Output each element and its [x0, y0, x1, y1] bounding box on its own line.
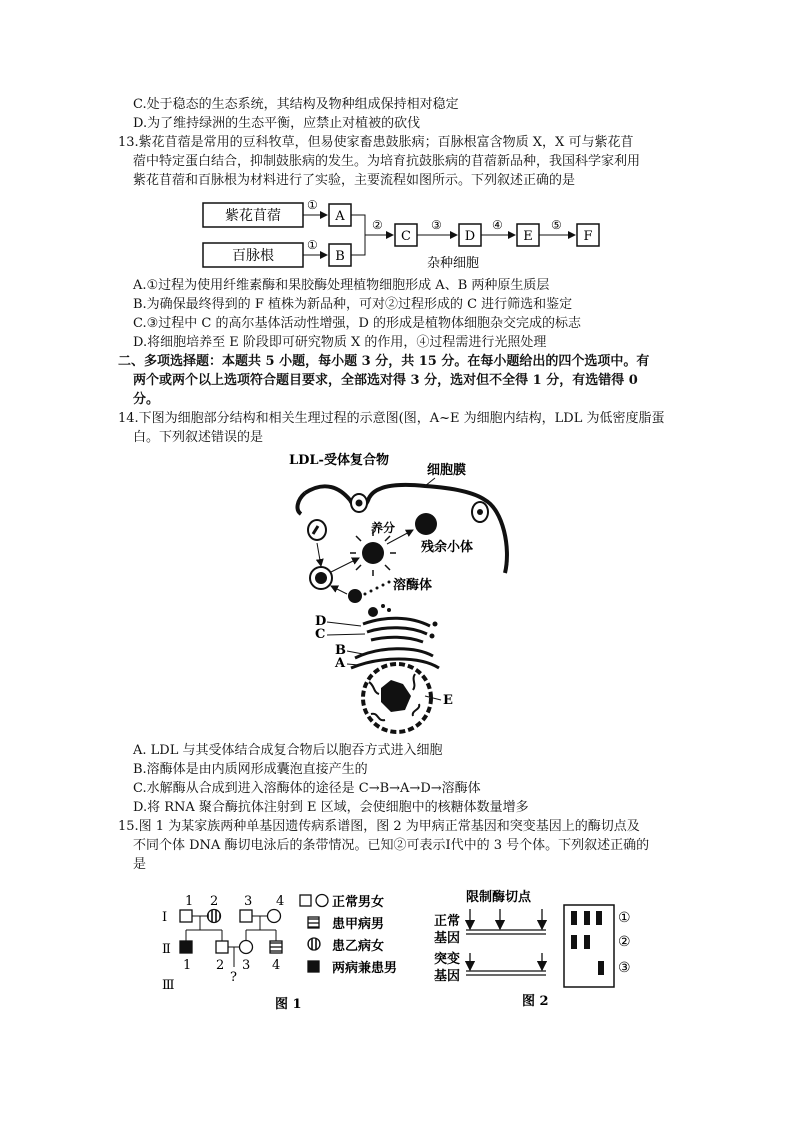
q15-restriction-figure	[430, 885, 650, 1015]
svg-text:①: ①	[307, 198, 318, 212]
svg-text:患乙病女: 患乙病女	[332, 939, 385, 954]
box-b	[329, 244, 351, 266]
mutant-gene-line	[466, 953, 546, 975]
section2-heading-line2: 两个或两个以上选项符合题目要求，全部选对得 3 分，选对但不全得 1 分，有选错得 0	[133, 373, 638, 388]
q15-stem-line3: 是	[133, 857, 147, 872]
svg-text:F: F	[583, 229, 593, 244]
figure2-caption: 图 2	[522, 994, 549, 1009]
svg-text:3: 3	[244, 894, 253, 909]
pedigree-legend	[300, 894, 397, 976]
q13-stem-line3: 紫花苜蓿和百脉根为材料进行了实验，主要流程如图所示。下列叙述正确的是	[133, 173, 576, 188]
box-d	[459, 224, 481, 246]
svg-text:患甲病男: 患甲病男	[332, 917, 385, 932]
svg-text:Ⅰ: Ⅰ	[162, 910, 168, 925]
q14-stem-line1: 14.下图为细胞部分结构和相关生理过程的示意图(图，A~E 为细胞内结构，LDL 为低密度脂蛋	[118, 411, 665, 426]
svg-text:?: ?	[230, 970, 237, 985]
q13-stem-line1: 13.紫花苜蓿是常用的豆科牧草，但易使家畜患鼓胀病；百脉根富含物质 X，X 可与紫花苜	[118, 135, 634, 150]
svg-text:4: 4	[276, 894, 285, 909]
svg-text:基因: 基因	[434, 969, 461, 984]
svg-text:4: 4	[272, 958, 281, 973]
box-e	[517, 224, 539, 246]
svg-text:2: 2	[216, 958, 225, 973]
hybrid-cell-label: 杂种细胞	[427, 256, 480, 271]
svg-text:②: ②	[372, 218, 383, 232]
svg-text:B: B	[335, 249, 345, 264]
svg-text:两病兼患男: 两病兼患男	[332, 961, 398, 976]
svg-text:E: E	[523, 229, 533, 244]
section2-heading-line1: 二、多项选择题：本题共 5 小题，每小题 3 分，共 15 分。在每小题给出的四个选项中。有	[118, 354, 650, 369]
svg-text:③: ③	[618, 960, 631, 976]
svg-text:②: ②	[618, 934, 631, 950]
label-d: D	[315, 614, 327, 629]
svg-text:A: A	[335, 209, 345, 224]
q13-stem-line2: 蓿中特定蛋白结合，抑制鼓胀病的发生。为培育抗鼓胀病的苜蓿新品种，我国科学家利用	[133, 154, 641, 169]
q13-option-b: B.为确保最终得到的 F 植株为新品种，可对②过程形成的 C 进行筛选和鉴定	[133, 297, 573, 312]
source-box-lotus	[203, 243, 303, 267]
label-e: E	[443, 693, 453, 708]
svg-text:Ⅱ: Ⅱ	[162, 942, 171, 957]
nutrient-label: 养分	[371, 521, 396, 535]
svg-text:Ⅲ: Ⅲ	[162, 978, 175, 993]
svg-text:基因: 基因	[434, 931, 461, 946]
svg-text:D: D	[464, 229, 476, 244]
box-a	[329, 204, 351, 226]
q15-stem-line2: 不同个体 DNA 酶切电泳后的条带情况。已知②可表示Ⅰ代中的 3 号个体。下列叙述正确的	[133, 838, 650, 853]
ldl-complex-label: LDL-受体复合物	[289, 453, 389, 468]
svg-text:1: 1	[185, 894, 194, 909]
gel-electrophoresis	[564, 905, 614, 987]
svg-text:1: 1	[183, 958, 192, 973]
svg-text:④: ④	[492, 218, 503, 232]
q14-option-a: A. LDL 与其受体结合成复合物后以胞吞方式进入细胞	[133, 743, 443, 758]
svg-text:正常男女: 正常男女	[332, 895, 385, 910]
q12-option-d: D.为了维持绿洲的生态平衡，应禁止对植被的砍伐	[133, 116, 421, 131]
svg-text:紫花苜蓿: 紫花苜蓿	[225, 208, 281, 224]
q13-flow-diagram	[195, 195, 615, 275]
q15-pedigree-figure	[150, 885, 420, 1015]
svg-text:①: ①	[618, 910, 631, 926]
q12-option-c: C.处于稳态的生态系统，其结构及物种组成保持相对稳定	[133, 97, 459, 112]
q13-option-a: A.①过程为使用纤维素酶和果胶酶处理植物细胞形成 A、B 两种原生质层	[133, 278, 550, 293]
svg-text:2: 2	[210, 894, 219, 909]
svg-text:3: 3	[242, 958, 251, 973]
lysosome-label: 溶酶体	[393, 578, 433, 593]
cell-membrane-label: 细胞膜	[427, 463, 467, 478]
q13-option-c: C.③过程中 C 的高尔基体活动性增强，D 的形成是植物体细胞杂交完成的标志	[133, 316, 582, 331]
svg-text:百脉根: 百脉根	[232, 248, 274, 264]
q14-stem-line2: 白。下列叙述错误的是	[133, 430, 264, 445]
svg-text:C: C	[401, 229, 411, 244]
svg-text:①: ①	[307, 238, 318, 252]
q14-option-b: B.溶酶体是由内质网形成囊泡直接产生的	[133, 762, 368, 777]
q13-option-d: D.将细胞培养至 E 阶段即可研究物质 X 的作用，④过程需进行光照处理	[133, 335, 547, 350]
restriction-sites-title: 限制酶切点	[466, 890, 532, 905]
label-b: B	[335, 643, 346, 658]
q14-option-c: C.水解酶从合成到进入溶酶体的途径是 C→B→A→D→溶酶体	[133, 781, 481, 796]
svg-text:③: ③	[431, 218, 442, 232]
q15-stem-line1: 15.图 1 为某家族两种单基因遗传病系谱图，图 2 为甲病正常基因和突变基因上的酶切点及	[118, 819, 640, 834]
residual-body-label: 残余小体	[421, 540, 474, 555]
box-f	[577, 224, 599, 246]
figure1-caption: 图 1	[275, 997, 302, 1012]
svg-text:突变: 突变	[434, 952, 461, 967]
svg-text:正常: 正常	[434, 914, 461, 929]
source-box-alfalfa	[203, 203, 303, 227]
q14-cell-figure	[285, 448, 535, 738]
normal-gene-line	[466, 909, 546, 934]
section2-heading-line3: 分。	[133, 392, 160, 407]
label-a: A	[335, 656, 346, 671]
box-c	[395, 224, 417, 246]
svg-text:⑤: ⑤	[551, 218, 562, 232]
q14-option-d: D.将 RNA 聚合酶抗体注射到 E 区域，会使细胞中的核糖体数量增多	[133, 800, 529, 815]
label-c: C	[315, 627, 326, 642]
